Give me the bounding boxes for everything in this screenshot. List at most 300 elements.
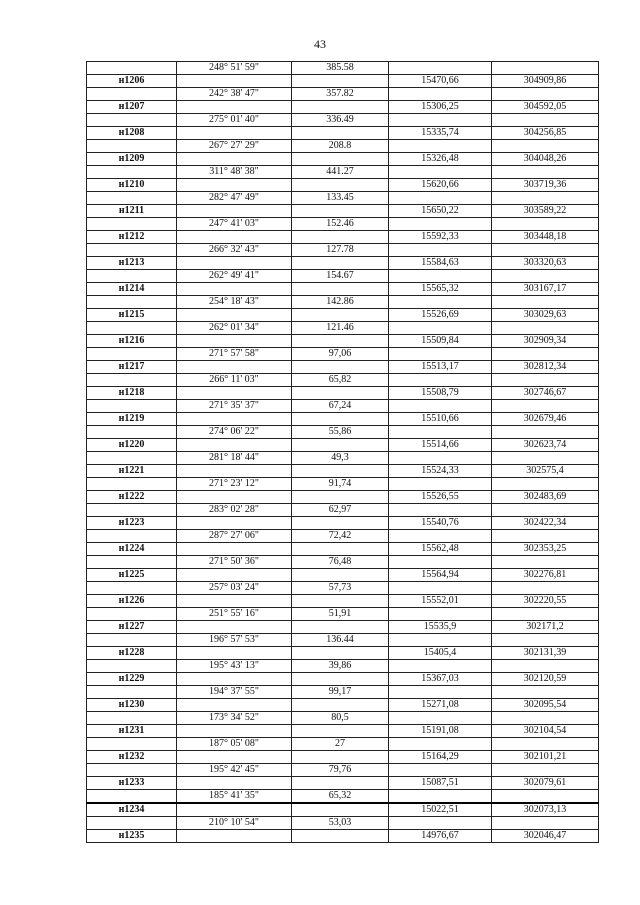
y-coordinate-cell bbox=[492, 582, 599, 595]
x-coordinate-cell bbox=[389, 817, 492, 830]
distance-cell: 99,17 bbox=[292, 686, 389, 699]
table-row bbox=[87, 361, 599, 374]
point-cell: н1210 bbox=[87, 179, 177, 192]
distance-cell bbox=[292, 621, 389, 634]
y-coordinate-cell: 302422,34 bbox=[492, 517, 599, 530]
angle-cell bbox=[177, 283, 292, 296]
table-row bbox=[87, 387, 599, 400]
y-coordinate-cell: 303167,17 bbox=[492, 283, 599, 296]
x-coordinate-cell bbox=[389, 296, 492, 309]
x-coordinate-cell: 15565,32 bbox=[389, 283, 492, 296]
x-coordinate-cell: 15022,51 bbox=[389, 803, 492, 817]
angle-cell: 283° 02' 28" bbox=[177, 504, 292, 517]
point-cell: н1221 bbox=[87, 465, 177, 478]
table-row bbox=[87, 738, 599, 751]
angle-cell: 185° 41' 35" bbox=[177, 790, 292, 804]
point-cell bbox=[87, 62, 177, 75]
point-cell bbox=[87, 296, 177, 309]
x-coordinate-cell bbox=[389, 634, 492, 647]
distance-cell bbox=[292, 543, 389, 556]
angle-cell: 194° 37' 55" bbox=[177, 686, 292, 699]
angle-cell bbox=[177, 179, 292, 192]
table-row bbox=[87, 517, 599, 530]
x-coordinate-cell bbox=[389, 452, 492, 465]
angle-cell bbox=[177, 751, 292, 764]
angle-cell bbox=[177, 153, 292, 166]
y-coordinate-cell: 302101,21 bbox=[492, 751, 599, 764]
distance-cell: 441.27 bbox=[292, 166, 389, 179]
table-row bbox=[87, 348, 599, 361]
x-coordinate-cell bbox=[389, 660, 492, 673]
table-row bbox=[87, 803, 599, 817]
y-coordinate-cell: 302812,34 bbox=[492, 361, 599, 374]
point-cell: н1215 bbox=[87, 309, 177, 322]
distance-cell: 76,48 bbox=[292, 556, 389, 569]
table-row bbox=[87, 830, 599, 843]
point-cell: н1222 bbox=[87, 491, 177, 504]
y-coordinate-cell: 302909,34 bbox=[492, 335, 599, 348]
distance-cell: 62,97 bbox=[292, 504, 389, 517]
distance-cell bbox=[292, 673, 389, 686]
table-row bbox=[87, 712, 599, 725]
angle-cell: 247° 41' 03" bbox=[177, 218, 292, 231]
distance-cell bbox=[292, 335, 389, 348]
table-row bbox=[87, 699, 599, 712]
y-coordinate-cell bbox=[492, 166, 599, 179]
x-coordinate-cell: 15513,17 bbox=[389, 361, 492, 374]
point-cell bbox=[87, 114, 177, 127]
distance-cell bbox=[292, 179, 389, 192]
y-coordinate-cell: 302623,74 bbox=[492, 439, 599, 452]
point-cell bbox=[87, 764, 177, 777]
table-row bbox=[87, 725, 599, 738]
point-cell bbox=[87, 608, 177, 621]
point-cell bbox=[87, 374, 177, 387]
point-cell: н1224 bbox=[87, 543, 177, 556]
y-coordinate-cell: 302120,59 bbox=[492, 673, 599, 686]
table-row bbox=[87, 218, 599, 231]
angle-cell bbox=[177, 725, 292, 738]
point-cell bbox=[87, 270, 177, 283]
y-coordinate-cell: 304256,85 bbox=[492, 127, 599, 140]
point-cell: н1209 bbox=[87, 153, 177, 166]
x-coordinate-cell bbox=[389, 62, 492, 75]
point-cell bbox=[87, 218, 177, 231]
distance-cell: 357.82 bbox=[292, 88, 389, 101]
angle-cell bbox=[177, 387, 292, 400]
angle-cell bbox=[177, 413, 292, 426]
angle-cell bbox=[177, 231, 292, 244]
x-coordinate-cell bbox=[389, 556, 492, 569]
x-coordinate-cell bbox=[389, 218, 492, 231]
y-coordinate-cell: 303320,63 bbox=[492, 257, 599, 270]
distance-cell bbox=[292, 231, 389, 244]
distance-cell: 133.45 bbox=[292, 192, 389, 205]
x-coordinate-cell: 15508,79 bbox=[389, 387, 492, 400]
table-row bbox=[87, 790, 599, 804]
x-coordinate-cell bbox=[389, 114, 492, 127]
x-coordinate-cell bbox=[389, 738, 492, 751]
angle-cell: 196° 57' 53" bbox=[177, 634, 292, 647]
y-coordinate-cell bbox=[492, 452, 599, 465]
angle-cell: 281° 18' 44" bbox=[177, 452, 292, 465]
table-row bbox=[87, 283, 599, 296]
table-row bbox=[87, 817, 599, 830]
distance-cell: 79,76 bbox=[292, 764, 389, 777]
y-coordinate-cell bbox=[492, 270, 599, 283]
coordinates-table bbox=[86, 61, 599, 843]
angle-cell bbox=[177, 439, 292, 452]
y-coordinate-cell: 303589,22 bbox=[492, 205, 599, 218]
angle-cell: 195° 42' 45" bbox=[177, 764, 292, 777]
y-coordinate-cell: 302073,13 bbox=[492, 803, 599, 817]
x-coordinate-cell bbox=[389, 608, 492, 621]
point-cell bbox=[87, 322, 177, 335]
y-coordinate-cell: 304592,05 bbox=[492, 101, 599, 114]
x-coordinate-cell bbox=[389, 582, 492, 595]
y-coordinate-cell bbox=[492, 608, 599, 621]
distance-cell: 152.46 bbox=[292, 218, 389, 231]
x-coordinate-cell bbox=[389, 244, 492, 257]
point-cell: н1229 bbox=[87, 673, 177, 686]
point-cell: н1211 bbox=[87, 205, 177, 218]
y-coordinate-cell: 302104,54 bbox=[492, 725, 599, 738]
point-cell bbox=[87, 530, 177, 543]
y-coordinate-cell: 303719,36 bbox=[492, 179, 599, 192]
point-cell bbox=[87, 582, 177, 595]
table-row bbox=[87, 621, 599, 634]
point-cell: н1208 bbox=[87, 127, 177, 140]
angle-cell bbox=[177, 517, 292, 530]
table-row bbox=[87, 257, 599, 270]
point-cell bbox=[87, 140, 177, 153]
y-coordinate-cell bbox=[492, 738, 599, 751]
table-row bbox=[87, 114, 599, 127]
point-cell bbox=[87, 660, 177, 673]
x-coordinate-cell bbox=[389, 686, 492, 699]
distance-cell bbox=[292, 777, 389, 790]
point-cell bbox=[87, 192, 177, 205]
y-coordinate-cell bbox=[492, 426, 599, 439]
y-coordinate-cell: 303029,63 bbox=[492, 309, 599, 322]
y-coordinate-cell: 304048,26 bbox=[492, 153, 599, 166]
y-coordinate-cell bbox=[492, 712, 599, 725]
y-coordinate-cell: 302095,54 bbox=[492, 699, 599, 712]
distance-cell: 208.8 bbox=[292, 140, 389, 153]
x-coordinate-cell: 15526,55 bbox=[389, 491, 492, 504]
x-coordinate-cell: 15584,63 bbox=[389, 257, 492, 270]
table-row bbox=[87, 452, 599, 465]
x-coordinate-cell bbox=[389, 504, 492, 517]
angle-cell bbox=[177, 621, 292, 634]
y-coordinate-cell: 302079,61 bbox=[492, 777, 599, 790]
x-coordinate-cell: 15509,84 bbox=[389, 335, 492, 348]
x-coordinate-cell: 15526,69 bbox=[389, 309, 492, 322]
point-cell: н1232 bbox=[87, 751, 177, 764]
angle-cell: 187° 05' 08" bbox=[177, 738, 292, 751]
y-coordinate-cell bbox=[492, 817, 599, 830]
x-coordinate-cell: 15540,76 bbox=[389, 517, 492, 530]
y-coordinate-cell bbox=[492, 114, 599, 127]
y-coordinate-cell bbox=[492, 348, 599, 361]
table-row bbox=[87, 322, 599, 335]
point-cell: н1228 bbox=[87, 647, 177, 660]
y-coordinate-cell bbox=[492, 634, 599, 647]
table-row bbox=[87, 335, 599, 348]
x-coordinate-cell: 15510,66 bbox=[389, 413, 492, 426]
angle-cell: 311° 48' 38" bbox=[177, 166, 292, 179]
table-row bbox=[87, 491, 599, 504]
y-coordinate-cell bbox=[492, 374, 599, 387]
y-coordinate-cell bbox=[492, 504, 599, 517]
y-coordinate-cell bbox=[492, 400, 599, 413]
distance-cell: 49,3 bbox=[292, 452, 389, 465]
point-cell bbox=[87, 478, 177, 491]
y-coordinate-cell bbox=[492, 296, 599, 309]
distance-cell: 72,42 bbox=[292, 530, 389, 543]
angle-cell: 271° 57' 58" bbox=[177, 348, 292, 361]
table-row bbox=[87, 413, 599, 426]
table-row bbox=[87, 140, 599, 153]
angle-cell bbox=[177, 309, 292, 322]
coordinates-table-body bbox=[87, 62, 599, 843]
x-coordinate-cell bbox=[389, 88, 492, 101]
y-coordinate-cell: 302679,46 bbox=[492, 413, 599, 426]
point-cell: н1220 bbox=[87, 439, 177, 452]
angle-cell: 271° 23' 12" bbox=[177, 478, 292, 491]
x-coordinate-cell bbox=[389, 530, 492, 543]
point-cell bbox=[87, 504, 177, 517]
table-row bbox=[87, 192, 599, 205]
distance-cell bbox=[292, 75, 389, 88]
angle-cell: 274° 06' 22" bbox=[177, 426, 292, 439]
x-coordinate-cell: 15191,08 bbox=[389, 725, 492, 738]
x-coordinate-cell: 15470,66 bbox=[389, 75, 492, 88]
distance-cell bbox=[292, 699, 389, 712]
distance-cell: 154.67 bbox=[292, 270, 389, 283]
x-coordinate-cell bbox=[389, 166, 492, 179]
point-cell: н1234 bbox=[87, 803, 177, 817]
table-row bbox=[87, 88, 599, 101]
x-coordinate-cell bbox=[389, 764, 492, 777]
table-row bbox=[87, 426, 599, 439]
page-number: 43 bbox=[314, 37, 326, 51]
table-row bbox=[87, 764, 599, 777]
x-coordinate-cell: 15326,48 bbox=[389, 153, 492, 166]
distance-cell: 53,03 bbox=[292, 817, 389, 830]
distance-cell bbox=[292, 309, 389, 322]
x-coordinate-cell bbox=[389, 192, 492, 205]
distance-cell: 55,86 bbox=[292, 426, 389, 439]
x-coordinate-cell: 15514,66 bbox=[389, 439, 492, 452]
angle-cell: 271° 50' 36" bbox=[177, 556, 292, 569]
x-coordinate-cell bbox=[389, 140, 492, 153]
y-coordinate-cell bbox=[492, 62, 599, 75]
table-row bbox=[87, 569, 599, 582]
x-coordinate-cell: 15552,01 bbox=[389, 595, 492, 608]
y-coordinate-cell bbox=[492, 530, 599, 543]
table-row bbox=[87, 478, 599, 491]
table-row bbox=[87, 127, 599, 140]
table-row bbox=[87, 582, 599, 595]
distance-cell: 67,24 bbox=[292, 400, 389, 413]
table-row bbox=[87, 595, 599, 608]
angle-cell bbox=[177, 673, 292, 686]
point-cell: н1217 bbox=[87, 361, 177, 374]
point-cell: н1227 bbox=[87, 621, 177, 634]
angle-cell bbox=[177, 491, 292, 504]
point-cell bbox=[87, 348, 177, 361]
table-row bbox=[87, 270, 599, 283]
point-cell bbox=[87, 634, 177, 647]
distance-cell bbox=[292, 569, 389, 582]
angle-cell: 266° 32' 43" bbox=[177, 244, 292, 257]
distance-cell: 136.44 bbox=[292, 634, 389, 647]
x-coordinate-cell: 15564,94 bbox=[389, 569, 492, 582]
angle-cell: 248° 51' 59" bbox=[177, 62, 292, 75]
x-coordinate-cell bbox=[389, 400, 492, 413]
x-coordinate-cell: 15592,33 bbox=[389, 231, 492, 244]
point-cell: н1218 bbox=[87, 387, 177, 400]
y-coordinate-cell: 302131,39 bbox=[492, 647, 599, 660]
point-cell: н1212 bbox=[87, 231, 177, 244]
x-coordinate-cell: 15650,22 bbox=[389, 205, 492, 218]
table-row bbox=[87, 777, 599, 790]
y-coordinate-cell bbox=[492, 192, 599, 205]
y-coordinate-cell bbox=[492, 218, 599, 231]
table-row bbox=[87, 153, 599, 166]
point-cell bbox=[87, 738, 177, 751]
angle-cell: 251° 55' 16" bbox=[177, 608, 292, 621]
x-coordinate-cell: 15620,66 bbox=[389, 179, 492, 192]
x-coordinate-cell: 15306,25 bbox=[389, 101, 492, 114]
point-cell bbox=[87, 790, 177, 804]
point-cell: н1235 bbox=[87, 830, 177, 843]
angle-cell: 266° 11' 03" bbox=[177, 374, 292, 387]
distance-cell: 65,82 bbox=[292, 374, 389, 387]
angle-cell: 282° 47' 49" bbox=[177, 192, 292, 205]
angle-cell bbox=[177, 569, 292, 582]
angle-cell: 275° 01' 40" bbox=[177, 114, 292, 127]
table-row bbox=[87, 608, 599, 621]
angle-cell bbox=[177, 75, 292, 88]
distance-cell bbox=[292, 751, 389, 764]
table-row bbox=[87, 543, 599, 556]
point-cell bbox=[87, 452, 177, 465]
table-row bbox=[87, 205, 599, 218]
table-row bbox=[87, 504, 599, 517]
x-coordinate-cell bbox=[389, 790, 492, 804]
distance-cell: 142.86 bbox=[292, 296, 389, 309]
y-coordinate-cell bbox=[492, 140, 599, 153]
point-cell: н1213 bbox=[87, 257, 177, 270]
table-row bbox=[87, 673, 599, 686]
distance-cell bbox=[292, 439, 389, 452]
table-row bbox=[87, 244, 599, 257]
x-coordinate-cell: 15562,48 bbox=[389, 543, 492, 556]
y-coordinate-cell: 302353,25 bbox=[492, 543, 599, 556]
distance-cell bbox=[292, 205, 389, 218]
table-row bbox=[87, 647, 599, 660]
angle-cell: 262° 49' 41" bbox=[177, 270, 292, 283]
distance-cell bbox=[292, 491, 389, 504]
y-coordinate-cell: 302171,2 bbox=[492, 621, 599, 634]
table-row bbox=[87, 179, 599, 192]
x-coordinate-cell bbox=[389, 270, 492, 283]
x-coordinate-cell: 15524,33 bbox=[389, 465, 492, 478]
distance-cell bbox=[292, 830, 389, 843]
point-cell: н1230 bbox=[87, 699, 177, 712]
y-coordinate-cell bbox=[492, 556, 599, 569]
table-row bbox=[87, 231, 599, 244]
distance-cell: 97,06 bbox=[292, 348, 389, 361]
point-cell: н1219 bbox=[87, 413, 177, 426]
table-row bbox=[87, 530, 599, 543]
y-coordinate-cell bbox=[492, 478, 599, 491]
table-row bbox=[87, 400, 599, 413]
distance-cell bbox=[292, 127, 389, 140]
y-coordinate-cell bbox=[492, 686, 599, 699]
distance-cell: 57,73 bbox=[292, 582, 389, 595]
distance-cell: 65,32 bbox=[292, 790, 389, 804]
distance-cell bbox=[292, 647, 389, 660]
point-cell bbox=[87, 712, 177, 725]
table-row bbox=[87, 374, 599, 387]
distance-cell bbox=[292, 387, 389, 400]
distance-cell: 80,5 bbox=[292, 712, 389, 725]
distance-cell bbox=[292, 725, 389, 738]
distance-cell: 127.78 bbox=[292, 244, 389, 257]
angle-cell bbox=[177, 101, 292, 114]
point-cell bbox=[87, 426, 177, 439]
angle-cell bbox=[177, 361, 292, 374]
table-row bbox=[87, 439, 599, 452]
distance-cell: 39,86 bbox=[292, 660, 389, 673]
angle-cell bbox=[177, 257, 292, 270]
angle-cell: 242° 38' 47" bbox=[177, 88, 292, 101]
point-cell: н1231 bbox=[87, 725, 177, 738]
distance-cell: 91,74 bbox=[292, 478, 389, 491]
point-cell bbox=[87, 166, 177, 179]
distance-cell bbox=[292, 465, 389, 478]
table-row bbox=[87, 62, 599, 75]
angle-cell: 262° 01' 34" bbox=[177, 322, 292, 335]
point-cell bbox=[87, 88, 177, 101]
y-coordinate-cell bbox=[492, 88, 599, 101]
angle-cell bbox=[177, 205, 292, 218]
x-coordinate-cell: 15367,03 bbox=[389, 673, 492, 686]
point-cell: н1206 bbox=[87, 75, 177, 88]
distance-cell: 385.58 bbox=[292, 62, 389, 75]
angle-cell bbox=[177, 465, 292, 478]
distance-cell bbox=[292, 595, 389, 608]
table-row bbox=[87, 556, 599, 569]
x-coordinate-cell: 15164,29 bbox=[389, 751, 492, 764]
y-coordinate-cell bbox=[492, 790, 599, 804]
angle-cell bbox=[177, 777, 292, 790]
angle-cell: 173° 34' 52" bbox=[177, 712, 292, 725]
y-coordinate-cell: 302575,4 bbox=[492, 465, 599, 478]
point-cell bbox=[87, 400, 177, 413]
point-cell: н1225 bbox=[87, 569, 177, 582]
distance-cell bbox=[292, 361, 389, 374]
distance-cell bbox=[292, 413, 389, 426]
table-row bbox=[87, 101, 599, 114]
x-coordinate-cell: 15087,51 bbox=[389, 777, 492, 790]
point-cell: н1216 bbox=[87, 335, 177, 348]
distance-cell bbox=[292, 517, 389, 530]
point-cell: н1214 bbox=[87, 283, 177, 296]
